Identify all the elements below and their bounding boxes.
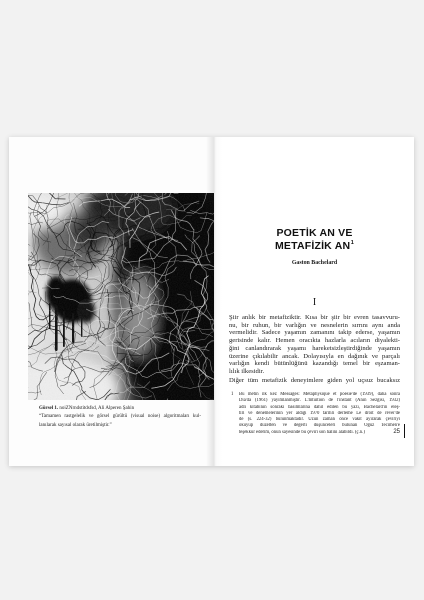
page-number: 25 [393,429,400,435]
body-line: varlığın kendi bütünlüğünü kazandığı temel bir eşzaman- [229,360,400,368]
gutter-shadow [206,137,222,466]
body-line: Şiir anlık bir metafiziktir. Kısa bir şiir bir evren tasavvuru- [229,314,400,321]
body-line: üzerine çıkılabilir ancak. Dolayısıyla en dağınık ve parçalı [229,352,400,360]
body-paragraph [229,314,400,376]
chapter-title-line: POETİK AN VE [276,227,353,239]
chapter-title [229,227,400,252]
figure-caption-title-line [39,405,201,413]
figure-title: noiZNrndstitdsfsd, Ali Alperen Şahin [59,406,135,411]
footnote [229,392,400,438]
abstract-noise-artwork [28,193,214,400]
title-footnote-mark: 1 [350,240,355,246]
body-line: nu, bir ruhun, bir varlığın ve nesnelerin sırrını aynı anda [229,321,400,329]
footnote-line: tiri ve denemelerinin yer aldığı 1970 tarihli derleme Le droit de rêver'de [239,410,400,416]
footnote-line: Bu metin ilk kez Messages: Métaphysique et poésie'de (1939), daha sonra [239,392,400,397]
next-paragraph [229,377,400,385]
footnote-line: adlı kitabının sonraki basımlarına dahil edilen bu yazı, Bachelard'ın eleş- [239,404,400,410]
body-line: Diğer tüm metafizik deneyimlere giden yol uçsuz bucaksız [229,377,400,384]
footnote-line: okuyup düzelten ve değerli düşünceleri bulunan Oğuz Tecimen'e [239,423,400,429]
body-line: vermelidir. Sadece yaşamın zamanını takip ederse, yaşamın [229,329,400,337]
footnote-line: Dia'da (1961) yayımlanmıştır. L'Intuition de l'instant (Anın Sezgisi, 1932) [239,398,400,404]
footnote-text [239,392,400,436]
footnote-mark: 1 [231,392,234,397]
page-number-rule [404,424,405,438]
chapter-title-line: METAFİZİK AN [274,239,351,252]
footnote-line: de (s. 224-32) bulunmaktadır. Uzun zaman önce vakit ayırarak çeviriyi [239,417,400,423]
body-line: lılık ilkesidir. [229,367,265,375]
figure-description-line: lanılarak sayısal olarak üretilmiştir.” [39,422,112,428]
section-number: I [312,297,317,308]
footnote-line: teşekkür ederim, onun sayesinde bu çeviri son hâlini alabildi. (ç.n.) [239,429,365,435]
figure-description-line: “Tamamen rastgelelik ve görsel gürültü (visual noise) algoritmaları kul- [39,414,201,420]
author-name: Gaston Bachelard [291,260,338,266]
figure-caption [39,405,201,430]
body-line: gerisinde kalır. Hemen oracıkta hazlarla acıların diyalekti- [229,337,400,345]
body-line: ğini canlandırarak yaşamı hareketsizleştirdiğinde yaşamın [229,344,400,352]
chapter-title-line-2 [229,240,400,253]
figure-label: Görsel 1. [39,406,59,411]
